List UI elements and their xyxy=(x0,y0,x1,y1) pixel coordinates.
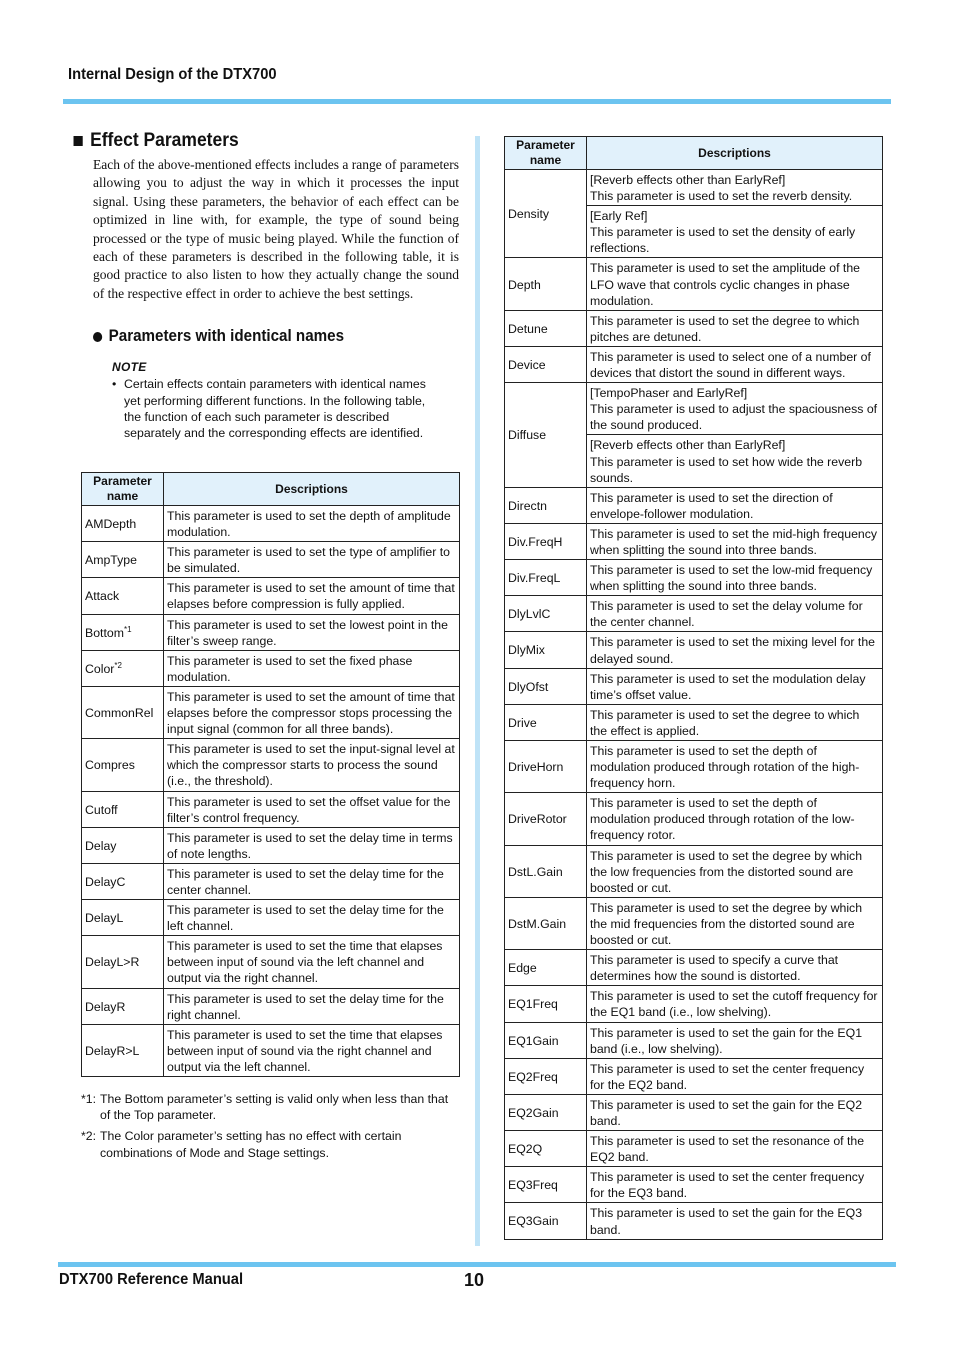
parameter-name-text: DelayL>R xyxy=(85,955,140,970)
parameter-table-right xyxy=(504,136,883,1240)
parameter-name xyxy=(82,827,164,863)
description-line: This parameter is used to set the degree by which the mid frequencies from the distorted sound are boosted or cut. xyxy=(590,900,863,948)
description-line: This parameter is used to specify a curve that determines how the sound is distorted. xyxy=(590,953,839,984)
parameter-name xyxy=(82,686,164,738)
section-title: Effect Parameters xyxy=(90,130,239,151)
footnote-mark: *1: xyxy=(81,1092,97,1106)
table-row xyxy=(505,383,883,435)
note-item xyxy=(112,376,444,442)
parameter-description xyxy=(164,686,460,738)
table-row xyxy=(82,578,460,614)
parameter-name xyxy=(505,487,587,523)
parameter-description xyxy=(587,206,883,258)
parameter-description xyxy=(587,1167,883,1203)
parameter-name-text: Bottom xyxy=(85,625,124,640)
parameter-name-text: DlyMix xyxy=(508,643,545,658)
page-number: 10 xyxy=(464,1270,485,1290)
parameter-name xyxy=(505,897,587,949)
parameter-description xyxy=(587,1058,883,1094)
parameter-name xyxy=(505,258,587,310)
parameter-description xyxy=(587,170,883,206)
parameter-name xyxy=(505,1022,587,1058)
parameter-description xyxy=(164,936,460,988)
description-line: This parameter is used to set the mixing level for the delayed sound. xyxy=(590,635,876,666)
parameter-name-text: DstM.Gain xyxy=(508,916,567,931)
parameter-name xyxy=(505,1058,587,1094)
parameter-name-text: Drive xyxy=(508,715,537,730)
footnote-text: The Color parameter’s setting has no effect with certain combinations of Mode and Stage settings. xyxy=(100,1129,402,1160)
parameter-name xyxy=(82,863,164,899)
parameter-name-text: Edge xyxy=(508,961,537,976)
parameter-name-text: EQ3Freq xyxy=(508,1178,558,1193)
description-line: This parameter is used to set the amplitude of the LFO wave that controls cyclic changes in phase modulation. xyxy=(590,261,860,308)
table-row xyxy=(82,614,460,650)
table-row xyxy=(82,739,460,791)
table-row xyxy=(82,542,460,578)
parameter-name xyxy=(505,1094,587,1130)
parameter-name xyxy=(82,900,164,936)
table-row xyxy=(505,523,883,559)
parameter-description xyxy=(587,668,883,704)
table-row xyxy=(505,1131,883,1167)
parameter-description xyxy=(164,863,460,899)
footnote-reference: *2 xyxy=(114,660,122,670)
parameter-description xyxy=(587,1203,883,1239)
parameter-name xyxy=(505,1167,587,1203)
description-line: This parameter is used to set the type of amplifier to be simulated. xyxy=(167,545,450,576)
description-line: This parameter is used to set the low-mid frequency when splitting the sound into three bands. xyxy=(590,563,873,594)
table-row xyxy=(82,827,460,863)
parameter-name-text: Div.FreqL xyxy=(508,571,561,586)
parameter-description xyxy=(587,383,883,435)
description-line: This parameter is used to set the gain for the EQ1 band (i.e., low shelving). xyxy=(590,1025,863,1056)
parameter-description xyxy=(164,827,460,863)
parameter-description xyxy=(587,1022,883,1058)
description-line: This parameter is used to set the delay time in terms of note lengths. xyxy=(167,830,453,861)
table-row xyxy=(505,897,883,949)
table-row xyxy=(505,950,883,986)
parameter-name xyxy=(505,383,587,488)
parameter-description xyxy=(587,793,883,845)
table-row xyxy=(505,1094,883,1130)
footnote-1 xyxy=(81,1091,461,1123)
table-row xyxy=(505,310,883,346)
description-line: [Reverb effects other than EarlyRef] xyxy=(590,173,786,187)
table-row xyxy=(82,988,460,1024)
parameter-name-text: EQ2Freq xyxy=(508,1069,558,1084)
parameter-name-text: Delay xyxy=(85,838,117,853)
parameter-name-text: DriveRotor xyxy=(508,812,567,827)
parameter-name xyxy=(505,596,587,632)
parameter-description xyxy=(587,310,883,346)
parameter-name-text: EQ3Gain xyxy=(508,1214,559,1229)
parameter-name xyxy=(505,170,587,258)
parameter-description xyxy=(164,542,460,578)
description-line: This parameter is used to set the delay time for the left channel. xyxy=(167,903,444,934)
parameter-name xyxy=(505,632,587,668)
parameter-name-text: DlyLvlC xyxy=(508,607,551,622)
parameter-description xyxy=(587,704,883,740)
description-line: This parameter is used to set the cutoff frequency for the EQ1 band (i.e., low shelving). xyxy=(590,989,878,1020)
description-line: This parameter is used to set the center frequency for the EQ2 band. xyxy=(590,1061,865,1092)
description-line: This parameter is used to set the mid-high frequency when splitting the sound into three bands. xyxy=(590,526,878,557)
table-row xyxy=(505,986,883,1022)
description-line: This parameter is used to set the gain for the EQ2 band. xyxy=(590,1097,863,1128)
parameter-description xyxy=(164,900,460,936)
parameter-name xyxy=(505,1203,587,1239)
header-parameter-name: Parameter name xyxy=(82,473,164,506)
table-row xyxy=(505,1203,883,1239)
parameter-name-text: DelayC xyxy=(85,874,126,889)
parameter-name xyxy=(82,988,164,1024)
parameter-name xyxy=(505,741,587,793)
description-line: This parameter is used to set the center frequency for the EQ3 band. xyxy=(590,1170,865,1201)
table-row xyxy=(505,258,883,310)
table-row xyxy=(505,704,883,740)
parameter-name-text: DriveHorn xyxy=(508,760,564,775)
parameter-name xyxy=(82,542,164,578)
description-line: This parameter is used to set the density of early reflections. xyxy=(590,225,856,256)
footnotes xyxy=(81,1091,461,1166)
table-row xyxy=(505,1058,883,1094)
parameter-name-text: CommonRel xyxy=(85,706,154,721)
parameter-description xyxy=(587,560,883,596)
parameter-name-text: Detune xyxy=(508,321,548,336)
description-line: This parameter is used to set the time that elapses between input of sound via the right channel and output via the left channel. xyxy=(167,1027,443,1074)
header-descriptions: Descriptions xyxy=(587,137,883,170)
table-row xyxy=(505,668,883,704)
description-line: This parameter is used to set the gain for the EQ3 band. xyxy=(590,1206,863,1237)
intro-paragraph: Each of the above-mentioned effects includes a range of parameters allowing you to adjust the way in which it processes the input signal. Using these parameters, the behavior of each effect can be optimized in line with, for example, the type of sound being processed or the type of music being played. While the function of each of these parameters is described in the following table, it is good practice to also listen to how they actually change the sound of the respective effect in order to achieve the best settings. xyxy=(93,157,459,301)
description-line: This parameter is used to set the direction of envelope-follower modulation. xyxy=(590,490,833,521)
description-line: This parameter is used to set the lowest point in the filter’s sweep range. xyxy=(167,617,448,648)
footnote-reference: *1 xyxy=(123,624,132,634)
parameter-description xyxy=(587,1094,883,1130)
description-line: This parameter is used to set the depth of amplitude modulation. xyxy=(167,509,451,540)
circle-bullet-icon xyxy=(93,332,102,342)
parameter-name-text: EQ2Gain xyxy=(508,1105,559,1120)
parameter-description xyxy=(164,578,460,614)
table-row xyxy=(82,791,460,827)
description-line: This parameter is used to set how wide the reverb sounds. xyxy=(590,454,863,485)
parameter-name-text: DelayR>L xyxy=(85,1043,140,1058)
parameter-description xyxy=(587,845,883,897)
table-row xyxy=(82,900,460,936)
parameter-description xyxy=(587,897,883,949)
parameter-name xyxy=(82,506,164,542)
page-header-title: Internal Design of the DTX700 xyxy=(68,66,277,83)
section-heading xyxy=(68,130,429,152)
description-line: [Early Ref] xyxy=(590,209,648,224)
parameter-name-text: Compres xyxy=(85,758,135,773)
parameter-name-text: Div.FreqH xyxy=(508,534,563,549)
parameter-name xyxy=(82,1024,164,1076)
parameter-name xyxy=(505,793,587,845)
table-row xyxy=(82,863,460,899)
footer-rule xyxy=(58,1262,896,1267)
parameter-name xyxy=(505,346,587,382)
parameter-description xyxy=(164,739,460,791)
footnote-mark: *2: xyxy=(81,1129,97,1144)
parameter-description xyxy=(164,506,460,542)
description-line: This parameter is used to set the depth of modulation produced through rotation of the low-frequency rotor. xyxy=(590,796,855,843)
parameter-description xyxy=(587,632,883,668)
footnote-2 xyxy=(81,1128,461,1160)
description-line: This parameter is used to set the degree to which the effect is applied. xyxy=(590,707,860,738)
parameter-name-text: EQ1Freq xyxy=(508,997,558,1012)
parameter-name-text: DelayR xyxy=(85,999,126,1014)
description-line: [TempoPhaser and EarlyRef] xyxy=(590,386,748,401)
table-row xyxy=(505,170,883,206)
table-row xyxy=(505,487,883,523)
table-row xyxy=(505,845,883,897)
square-bullet-icon xyxy=(74,136,83,146)
description-line: This parameter is used to set the offset value for the filter’s control frequency. xyxy=(167,794,451,825)
parameter-description xyxy=(164,1024,460,1076)
note-label: NOTE xyxy=(112,360,147,375)
description-line: This parameter is used to set the delay time for the center channel. xyxy=(167,866,444,897)
parameter-description xyxy=(587,435,883,487)
parameter-name xyxy=(82,650,164,686)
table-row xyxy=(505,793,883,845)
description-line: This parameter is used to set the fixed phase modulation. xyxy=(167,653,413,684)
parameter-name xyxy=(82,791,164,827)
parameter-name xyxy=(505,523,587,559)
table-row xyxy=(82,686,460,738)
parameter-description xyxy=(587,741,883,793)
description-line: This parameter is used to set the delay volume for the center channel. xyxy=(590,599,863,630)
description-line: [Reverb effects other than EarlyRef] xyxy=(590,438,786,453)
parameter-name-text: DlyOfst xyxy=(508,679,549,694)
description-line: This parameter is used to adjust the spaciousness of the sound produced. xyxy=(590,402,878,433)
subsection-heading xyxy=(93,327,431,346)
description-line: This parameter is used to set the modulation delay time’s offset value. xyxy=(590,671,866,702)
table-row xyxy=(505,560,883,596)
parameter-name-text: Cutoff xyxy=(85,802,118,817)
table-row xyxy=(505,1167,883,1203)
description-line: This parameter is used to set the amount of time that elapses before the compressor stops processing the input signal (common for all three bands). xyxy=(167,689,455,737)
parameter-name xyxy=(82,936,164,988)
parameter-name-text: Attack xyxy=(85,589,120,604)
parameter-name xyxy=(505,950,587,986)
parameter-description xyxy=(587,523,883,559)
description-line: This parameter is used to select one of a number of devices that distort the sound in different ways. xyxy=(590,349,871,381)
description-line: This parameter is used to set the degree to which pitches are detuned. xyxy=(590,313,860,344)
description-line: This parameter is used to set the degree by which the low frequencies from the distorted sound are boosted or cut. xyxy=(590,848,863,895)
description-line: This parameter is used to set the depth of modulation produced through rotation of the high-frequency horn. xyxy=(590,744,860,791)
parameter-description xyxy=(164,650,460,686)
parameter-name-text: Device xyxy=(508,357,546,372)
table-row xyxy=(82,650,460,686)
parameter-name-text: EQ1Gain xyxy=(508,1033,559,1048)
description-line: This parameter is used to set the resonance of the EQ2 band. xyxy=(590,1134,865,1165)
parameter-name xyxy=(505,310,587,346)
table-row xyxy=(82,506,460,542)
parameter-description xyxy=(587,1131,883,1167)
subsection-title: Parameters with identical names xyxy=(108,327,345,346)
parameter-name-text: Directn xyxy=(508,498,547,513)
parameter-table-left xyxy=(81,472,460,1077)
parameter-name-text: Density xyxy=(508,207,550,222)
parameter-name xyxy=(505,1131,587,1167)
table-row xyxy=(505,346,883,382)
description-line: This parameter is used to set the reverb density. xyxy=(590,189,853,204)
parameter-name xyxy=(505,845,587,897)
table-row xyxy=(505,596,883,632)
parameter-description xyxy=(164,614,460,650)
description-line: This parameter is used to set the input-signal level at which the compressor starts to process the sound (i.e., the threshold). xyxy=(167,742,455,789)
note-text: Certain effects contain parameters with identical names yet performing different functions. In the following table, the function of each such parameter is described separately and the corresponding effects are identified. xyxy=(124,377,426,441)
parameter-description xyxy=(164,988,460,1024)
parameter-description xyxy=(587,487,883,523)
table-row xyxy=(505,741,883,793)
header-descriptions: Descriptions xyxy=(164,473,460,506)
parameter-name-text: DstL.Gain xyxy=(508,864,563,879)
header-parameter-name: Parameter name xyxy=(505,137,587,170)
parameter-description xyxy=(587,346,883,382)
parameter-name-text: AmpType xyxy=(85,553,137,568)
parameter-description xyxy=(587,986,883,1022)
header-rule xyxy=(63,99,891,104)
parameter-description xyxy=(164,791,460,827)
parameter-name xyxy=(505,986,587,1022)
description-line: This parameter is used to set the delay time for the right channel. xyxy=(167,991,444,1022)
table-row xyxy=(505,632,883,668)
parameter-name xyxy=(82,739,164,791)
parameter-name-text: Color xyxy=(85,661,115,676)
parameter-name-text: DelayL xyxy=(85,911,124,926)
left-column xyxy=(68,130,460,442)
table-row xyxy=(505,1022,883,1058)
description-line: This parameter is used to set the amount of time that elapses before compression is fully applied. xyxy=(167,581,455,612)
footer-title: DTX700 Reference Manual xyxy=(59,1271,244,1288)
parameter-description xyxy=(587,258,883,310)
parameter-description xyxy=(587,596,883,632)
parameter-name xyxy=(505,560,587,596)
footnote-text: The Bottom parameter’s setting is valid only when less than that of the Top parameter. xyxy=(100,1092,449,1123)
parameter-name xyxy=(82,614,164,650)
note-bullet: • xyxy=(112,377,117,392)
table-row xyxy=(82,936,460,988)
parameter-name-text: Diffuse xyxy=(508,428,547,443)
description-line: This parameter is used to set the time that elapses between input of sound via the left channel and output via the right channel. xyxy=(167,939,443,986)
table-row xyxy=(82,1024,460,1076)
parameter-name xyxy=(505,668,587,704)
parameter-name xyxy=(82,578,164,614)
parameter-name-text: AMDepth xyxy=(85,517,137,532)
parameter-description xyxy=(587,950,883,986)
parameter-name xyxy=(505,704,587,740)
parameter-name-text: Depth xyxy=(508,277,541,292)
column-divider xyxy=(475,136,480,1246)
parameter-name-text: EQ2Q xyxy=(508,1142,543,1157)
